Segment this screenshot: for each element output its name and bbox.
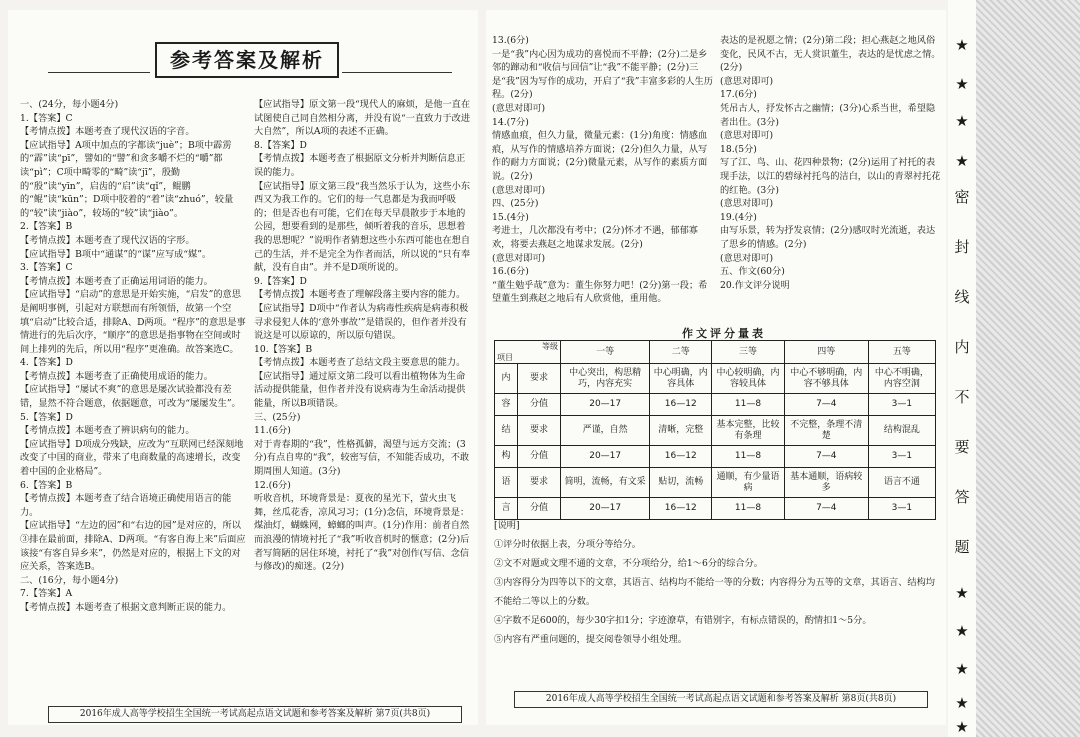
grade-cell: 16—12 (650, 394, 712, 416)
group-cell: 语 (495, 468, 518, 498)
footer-page-7: 2016年成人高等学校招生全国统一考试高起点语文试题和参考答案及解析 第7页(共8页) (48, 706, 462, 723)
star-icon: ★ (955, 75, 969, 93)
answer-line: 【考情点拨】本题考查了理解段落主要内容的能力。 (254, 289, 466, 301)
answer-line: 【考情点拨】本题考查了现代汉语的字音。 (20, 126, 195, 138)
answer-line: (意思对即可) (720, 252, 774, 264)
answer-line: 表达的是祝愿之情；(2分)第二段；担心燕赵之地风俗变化，民风不古，无人赏识董生，表达的是忧虑之情。(2分) (720, 35, 941, 74)
seal-char: 答 (954, 488, 970, 506)
corner-label-item: 项目 (497, 353, 513, 362)
answer-line: 20.作文评分说明 (720, 279, 790, 291)
row-label: 要求 (518, 416, 561, 446)
level-header: 二等 (650, 341, 712, 364)
grade-cell: 中心较明确，内容较具体 (712, 364, 785, 394)
answer-line: 5.【答案】D (20, 411, 73, 423)
group-cell: 构 (495, 446, 518, 468)
answer-line: 【应试指导】“左边的园”和“右边的园”是对应的，所以③排在最前面，排除A、D两项。“有客自海上来”后面应该接“有客自异乡来”，仍然是对应的，根据上下文的对应关系，答案选B。 (20, 520, 246, 573)
answer-column-2 (254, 98, 472, 574)
grade-cell: 7—4 (784, 394, 868, 416)
header-rule-right (342, 72, 452, 73)
answer-line: 【应试指导】D项中“作者认为病毒性疾病是病毒积极寻求侵犯人体的‘意外事故’”是错误的，但作者并没有说这是可以原谅的，所以原句错误。 (254, 302, 469, 342)
answer-line: ⑤内容有严重问题的，提交阅卷领导小组处理。 (494, 634, 687, 645)
grade-cell: 贴切，流畅 (650, 468, 712, 498)
star-icon: ★ (955, 112, 969, 130)
answer-line: 11.(6分) (254, 425, 291, 437)
answer-line: 听收音机，环境背景是：夏夜的星光下，萤火虫飞舞，丝瓜花香，凉风习习；(1分)念信，环境背景是：煤油灯，蝴蛛网，蟑螂的叫声。(1分)作用：前者自然而浪漫的情境衬托了“我”听收音机时的惬意；(2分)后者写简陋的居住环境，衬托了“我”对创作(写信、念信与修改)的痴迷。(2分) (254, 493, 470, 573)
answer-line: 【应试指导】通过原文第二段可以看出植物体为生命活动提供能量，但作者并没有说病毒为生命活动提供能量，所以B项错误。 (254, 370, 466, 410)
answer-line: (意思对即可) (492, 184, 546, 196)
star-icon: ★ (955, 660, 969, 678)
answer-line: 一、(24分，每小题4分) (20, 99, 119, 110)
grade-cell: 20—17 (561, 394, 650, 416)
star-icon: ★ (955, 622, 969, 640)
star-icon: ★ (955, 718, 969, 736)
group-cell: 容 (495, 394, 518, 416)
grade-cell: 中心不明确，内容空洞 (868, 364, 935, 394)
answer-column-3 (492, 34, 714, 306)
answer-line: 12.(6分) (254, 479, 291, 491)
answer-line: 写了江、鸟、山、花四种景物；(2分)运用了衬托的表现手法，以江的碧绿衬托鸟的洁白，以山的青翠衬托花的红艳。(3分) (720, 157, 941, 196)
answer-line: 18.(5分) (720, 143, 757, 155)
answer-line: 对于青春期的“我”，性格孤僻，渴望与远方交流；(3分)有点自卑的“我”，较密写信，不知能否成功，不敢期周围人知道。(3分) (254, 438, 470, 478)
grade-cell: 结构混乱 (868, 416, 935, 446)
scoring-notes (494, 516, 942, 649)
table-title: 作文评分量表 (682, 327, 766, 340)
answer-line: 3.【答案】C (20, 262, 73, 274)
answer-line: ①评分时依据上表，分项分等给分。 (494, 539, 641, 550)
seal-char: 内 (954, 338, 970, 356)
grade-cell: 11—8 (712, 446, 785, 468)
grade-cell: 16—12 (650, 498, 712, 520)
answer-line: 【考情点拨】本题考查了结合语境正确使用语言的能力。 (20, 493, 232, 518)
table-row (495, 394, 936, 416)
grade-cell: 11—8 (712, 394, 785, 416)
answer-line: (意思对即可) (492, 102, 546, 114)
level-header: 四等 (784, 341, 868, 364)
grade-cell: 基本通顺，语病较多 (784, 468, 868, 498)
row-label: 要求 (518, 468, 561, 498)
star-icon: ★ (955, 694, 969, 712)
answer-line: (意思对即可) (720, 198, 774, 210)
answer-line: ③内容得分为四等以下的文章，其语言、结构均不能给一等的分数；内容得分为五等的文章，其语言、结构均不能给二等以上的分数。 (494, 577, 935, 607)
answer-line: 【考情点拨】本题考查了总结文段主要意思的能力。 (254, 357, 466, 369)
table-row (495, 468, 936, 498)
grade-cell: 7—4 (784, 446, 868, 468)
answer-line: 4.【答案】D (20, 357, 73, 369)
answer-line: “董生勉乎哉”意为：董生你努力吧！(2分)第一段；希望董生到燕赵之地后有人欣赏他，重用他。 (492, 279, 708, 305)
answer-line: 6.【答案】B (20, 479, 73, 491)
level-header: 五等 (868, 341, 935, 364)
seal-char: 密 (954, 188, 970, 206)
grade-cell: 3—1 (868, 446, 935, 468)
answer-line: 【考情点拨】本题考查了正确使用成语的能力。 (20, 370, 213, 382)
footer-page-8: 2016年成人高等学校招生全国统一考试高起点语文试题和参考答案及解析 第8页(共8页) (514, 691, 928, 708)
grade-cell: 3—1 (868, 498, 935, 520)
grade-cell: 7—4 (784, 498, 868, 520)
answer-line: 10.【答案】B (254, 343, 313, 355)
grade-cell: 简明，流畅，有文采 (561, 468, 650, 498)
seal-line (948, 0, 976, 737)
answer-column-1 (20, 98, 248, 615)
answer-line: 17.(6分) (720, 89, 757, 101)
answer-line: (意思对即可) (492, 252, 546, 264)
answer-line: 由写乐景，转为抒发哀情；(2分)感叹时光流逝，表达了思乡的情感。(2分) (720, 225, 936, 250)
answer-line: ④字数不足600的，每少30字扣1分；字迹潦草，有错别字，有标点错误的，酌情扣1～5分。 (494, 615, 872, 626)
seal-char: 要 (954, 438, 970, 456)
row-label: 分值 (518, 394, 561, 416)
answer-line: (意思对即可) (720, 130, 774, 142)
grade-cell: 3—1 (868, 394, 935, 416)
grade-cell: 中心明确，内容具体 (650, 364, 712, 394)
star-icon: ★ (955, 152, 969, 170)
group-cell: 内 (495, 364, 518, 394)
seal-char: 线 (954, 288, 970, 306)
answer-line: 8.【答案】D (254, 139, 307, 151)
answer-line: 7.【答案】A (20, 588, 73, 600)
grade-cell: 11—8 (712, 498, 785, 520)
seal-char: 不 (954, 388, 970, 406)
answer-line: (意思对即可) (720, 75, 774, 87)
answer-line: 16.(6分) (492, 266, 529, 278)
grade-cell: 严谨，自然 (561, 416, 650, 446)
answer-line: 【应试指导】原文第三段“我当然乐于认为，这些小东西又为我工作的。它们的每一气息都是为我而呼吸的；但是否也有可能，它们在每天早晨散步于本地的公园，想要看到的是那些，倾听着我的音乐，思想着我的思想呢？”说明作者猜想这些小东西可能也在想自己的生活，并不是完全为作者而活，所以说的“只有奉献，没有自由”。并不是D项所说的。 (254, 180, 471, 274)
answer-line: 1.【答案】C (20, 112, 73, 124)
grade-cell: 20—17 (561, 498, 650, 520)
table-row (495, 364, 936, 394)
answer-line: 【考情点拨】本题考查了根据原文分析并判断信息正误的能力。 (254, 153, 466, 178)
answer-line: 四、(25分) (492, 198, 539, 210)
answer-line: 一是“我”内心因为成功的喜悦而不平静；(2分)二是乡邻的蹿动和“收信与回信”让“我”不能平静；(2分)三是“我”因为写作的成功，开启了“我”丰富多彩的人生历程。(2分) (492, 48, 713, 101)
answer-line: 13.(6分) (492, 35, 529, 46)
answer-line: 二、(16分，每小题4分) (20, 574, 119, 586)
seal-char: 封 (954, 238, 970, 256)
row-label: 分值 (518, 498, 561, 520)
seal-char: 题 (954, 538, 970, 556)
answer-line: ②文不对题或文理不通的文章，不分项给分，给1～6分的综合分。 (494, 558, 763, 569)
level-header: 三等 (712, 341, 785, 364)
grade-cell: 中心不够明确，内容不够具体 (784, 364, 868, 394)
grade-cell: 不完整，条理不清楚 (784, 416, 868, 446)
answer-line: 【考情点拨】本题考查了根据文意判断正误的能力。 (20, 601, 232, 613)
grade-cell: 16—12 (650, 446, 712, 468)
row-label: 要求 (518, 364, 561, 394)
star-icon: ★ (955, 584, 969, 602)
answer-line: 三、(25分) (254, 411, 301, 423)
table-corner-cell (495, 341, 561, 364)
star-icon: ★ (955, 36, 969, 54)
answer-line: 凭吊古人，抒发怀古之幽情；(3分)心系当世，希望隐者出仕。(3分) (720, 102, 936, 128)
answer-line: 五、作文(60分) (720, 266, 785, 278)
grade-cell: 20—17 (561, 446, 650, 468)
essay-grading-table (494, 340, 936, 520)
group-cell: 言 (495, 498, 518, 520)
answer-column-4 (720, 34, 942, 292)
answer-line: 【应试指导】A项中加点的字都读“juè”；B项中霹雳的“霹”读“pī”，譬如的“譬”和贪多嚼不烂的“嚼”都读“pì”；C项中畸零的“畸”读“jī”，殷勤的“殷”读“yīn”，启齿的“启”读“qǐ”，鲲鹏的“鲲”读“kūn”；D项中胶着的“着”读“zhuó”，较量的“较”读“jiào”，较场的“较”读“jiào”。 (20, 139, 234, 219)
answer-line: 【应试指导】B项中“通谋”的“谋”应写成“媒”。 (20, 248, 212, 260)
answer-line: 考进士，几次都没有考中；(2分)怀才不遇，郁郁寡欢，将要去燕赵之地谋求发展。(2分) (492, 225, 698, 250)
answer-line: 【考情点拨】本题考查了正确运用词语的能力。 (20, 275, 213, 287)
table-row (495, 446, 936, 468)
answer-line: 【应试指导】D项成分残缺，应改为“互联网已经深刻地改变了中国的商业，带来了电商数量的高速增长，改变着中国的企业格局”。 (20, 438, 244, 478)
grade-cell: 清晰，完整 (650, 416, 712, 446)
corner-label-level: 等级 (542, 342, 558, 351)
header-rule-left (48, 72, 150, 73)
grade-cell: 基本完整，比较有条理 (712, 416, 785, 446)
answer-line: 情感血痕，但久力量，微量元素：(1分)角度：情感血痕，从写作的情感培养方面说；(2分)但久力量，从写作的耐力方面说；(2分)微量元素，从写作的素质方面说。(2分) (492, 130, 708, 182)
grade-cell: 通顺，有少量语病 (712, 468, 785, 498)
answer-line: 【应试指导】“屡试不爽”的意思是屡次试验都没有差错，显然不符合题意，依据题意，可改为“屡屡发生”。 (20, 384, 241, 410)
grade-cell: 中心突出，构思精巧，内容充实 (561, 364, 650, 394)
answer-line: 【应试指导】“启动”的意思是开始实施，“启发”的意思是阐明事例，引起对方联想而有所领悟，故第一个空填“启动”比较合适，排除A、D两项。“程序”的意思是事情进行的先后次序，“顺序”的意思是指事物在空间或时间上排列的先后，所以用“程序”更准确。故答案选C。 (20, 289, 246, 355)
table-row (495, 416, 936, 446)
grade-cell: 语言不通 (868, 468, 935, 498)
answer-line: [说明] (494, 520, 520, 531)
group-cell: 结 (495, 416, 518, 446)
answer-line: 14.(7分) (492, 116, 529, 128)
answer-line: 15.(4分) (492, 211, 529, 223)
answer-line: 【应试指导】原文第一段“现代人的麻烦，是他一直在试图使自己同自然相分离，并没有说“一直致力于改进大自然”，所以A项的表述不正确。 (254, 99, 471, 138)
level-header: 一等 (561, 341, 650, 364)
answer-line: 19.(4分) (720, 211, 757, 223)
answer-line: 9.【答案】D (254, 275, 307, 287)
answer-line: 【考情点拨】本题考查了辨识病句的能力。 (20, 425, 195, 437)
answer-line: 【考情点拨】本题考查了现代汉语的字形。 (20, 234, 195, 246)
answer-line: 2.【答案】B (20, 221, 73, 233)
row-label: 分值 (518, 446, 561, 468)
page-title: 参考答案及解析 (155, 42, 339, 78)
